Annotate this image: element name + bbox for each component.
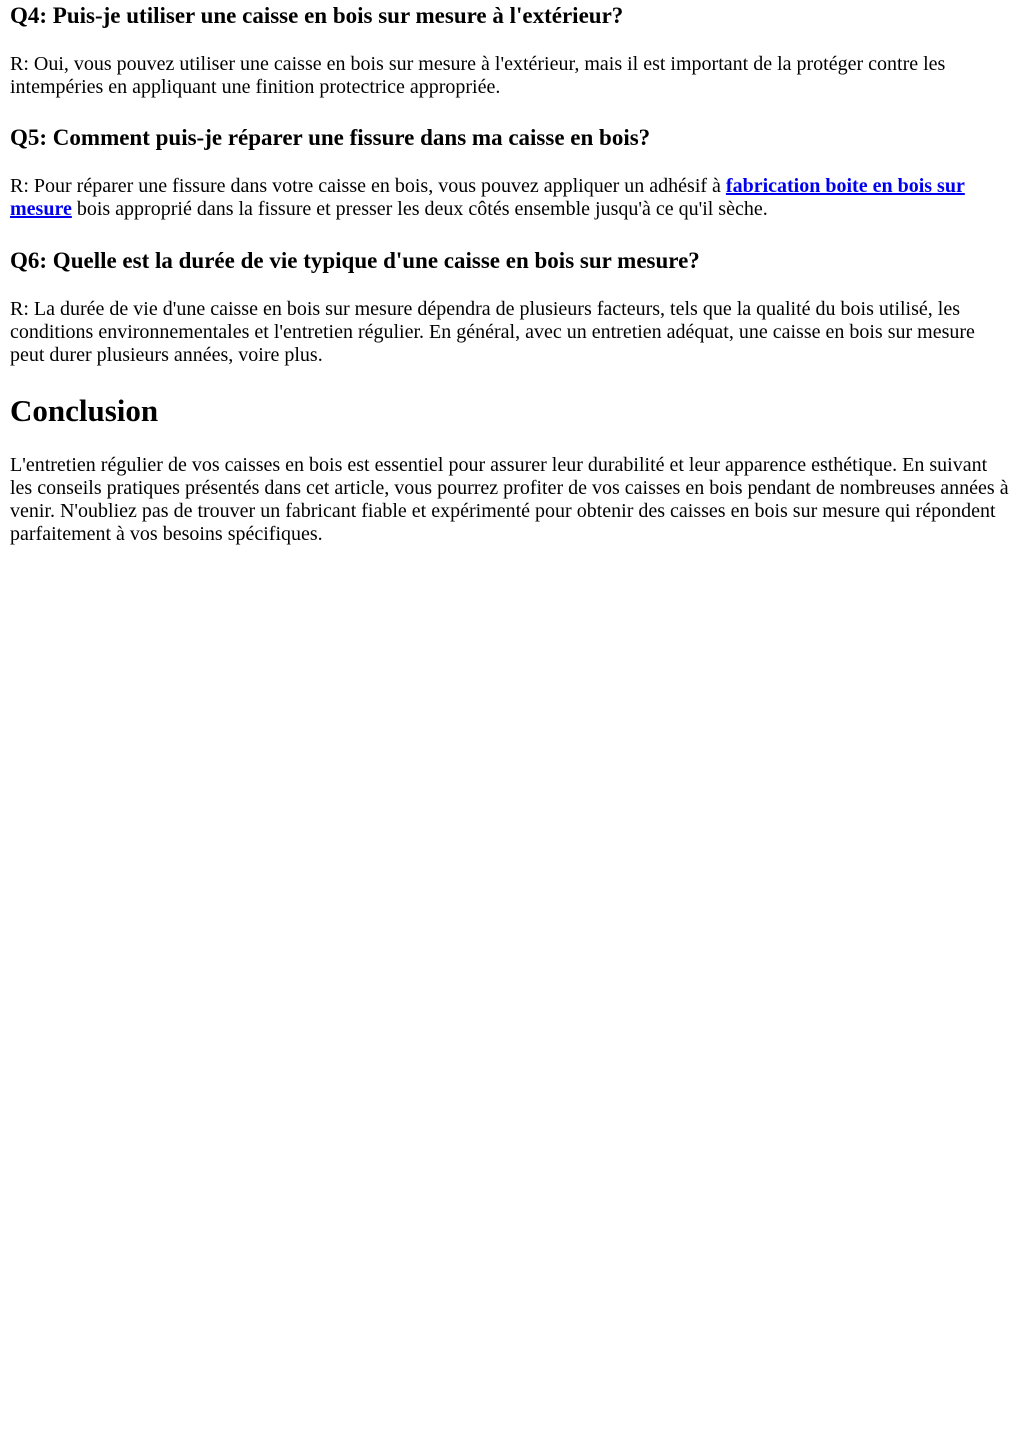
conclusion-heading: Conclusion [10, 393, 159, 428]
faq-answer-q5-text-before: R: Pour réparer une fissure dans votre caisse en bois, vous pouvez appliquer un adhésif à [10, 175, 726, 197]
faq-answer-q5 [10, 175, 1014, 221]
faq-question-q4: Q4: Puis-je utiliser une caisse en bois sur mesure à l'extérieur? [10, 3, 624, 28]
faq-answer-q4: R: Oui, vous pouvez utiliser une caisse en bois sur mesure à l'extérieur, mais il est important de la protéger contre les intempéries en appliquant une finition protectrice appropriée. [10, 53, 946, 98]
faq-question-q6: Q6: Quelle est la durée de vie typique d'une caisse en bois sur mesure? [10, 248, 700, 273]
faq-question-q5: Q5: Comment puis-je réparer une fissure dans ma caisse en bois? [10, 125, 651, 150]
faq-answer-q6: R: La durée de vie d'une caisse en bois sur mesure dépendra de plusieurs facteurs, tels que la qualité du bois utilisé, les conditions environnementales et l'entretien régulier. En général, avec un entretien adéquat, une caisse en bois sur mesure peut durer plusieurs années, voire plus. [10, 298, 975, 366]
conclusion-text: L'entretien régulier de vos caisses en bois est essentiel pour assurer leur durabilité et leur apparence esthétique. En suivant les conseils pratiques présentés dans cet article, vous pourrez profiter de vos caisses en bois pendant de nombreuses années à venir. N'oubliez pas de trouver un fabricant fiable et expérimenté pour obtenir des caisses en bois sur mesure qui répondent parfaitement à vos besoins spécifiques. [10, 454, 1009, 545]
faq-answer-q5-text-after: bois approprié dans la fissure et presser les deux côtés ensemble jusqu'à ce qu'il sèche. [71, 198, 768, 220]
fabrication-boite-link[interactable]: fabrication boite en bois sur mesure [10, 175, 965, 220]
